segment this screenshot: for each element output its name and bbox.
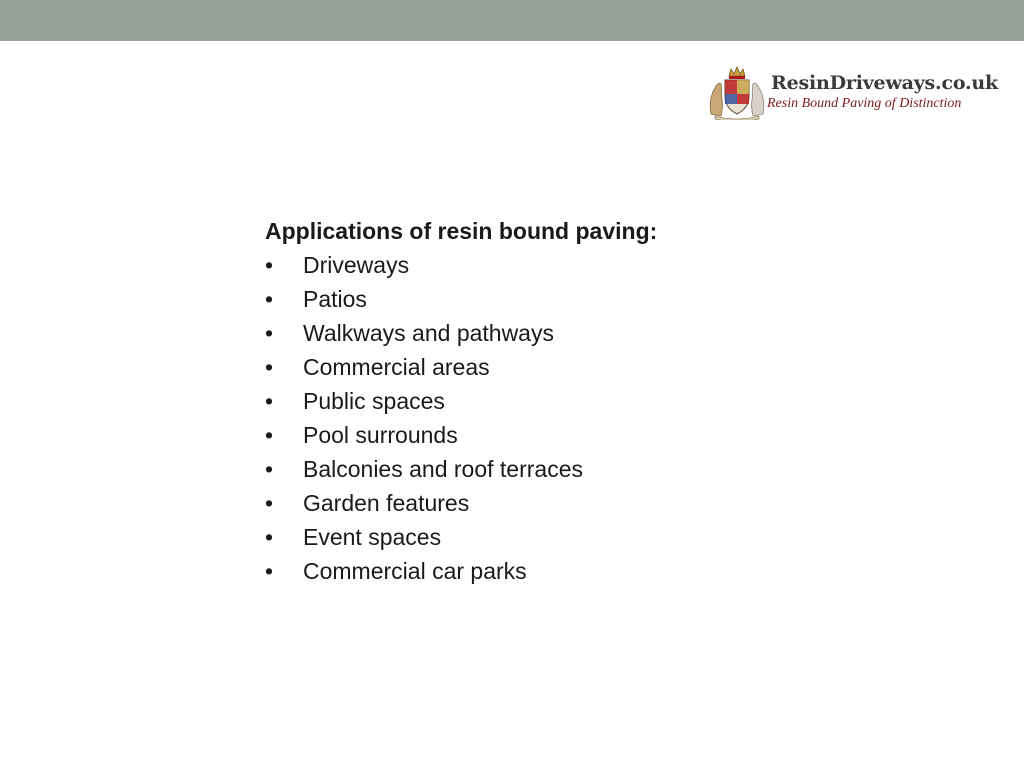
top-bar <box>0 0 1024 41</box>
list-item-label: Patios <box>303 286 367 312</box>
content-heading: Applications of resin bound paving: <box>265 218 658 244</box>
list-item <box>265 350 865 384</box>
list-item-label: Event spaces <box>303 524 442 550</box>
logo-tagline: Resin Bound Paving of Distinction <box>767 96 962 111</box>
list-item-label: Balconies and roof terraces <box>303 456 583 482</box>
list-item-label: Pool surrounds <box>303 422 458 448</box>
bullet-icon: • <box>265 558 274 584</box>
bullet-icon: • <box>265 354 274 380</box>
main-content <box>265 214 865 588</box>
bullet-icon: • <box>265 422 274 448</box>
bullet-icon: • <box>265 320 274 346</box>
list-item-label: Driveways <box>303 252 410 278</box>
list-item <box>265 520 865 554</box>
bullet-icon: • <box>265 286 274 312</box>
list-item-label: Walkways and pathways <box>303 320 554 346</box>
list-item-label: Public spaces <box>303 388 445 414</box>
list-item <box>265 452 865 486</box>
bullet-icon: • <box>265 252 274 278</box>
list-item <box>265 384 865 418</box>
logo-name: ResinDriveways.co.uk <box>771 72 998 94</box>
list-item <box>265 418 865 452</box>
bullet-icon: • <box>265 388 274 414</box>
bullet-icon: • <box>265 524 274 550</box>
list-item <box>265 282 865 316</box>
company-logo <box>707 64 998 120</box>
list-item-label: Commercial car parks <box>303 558 527 584</box>
bullet-icon: • <box>265 456 274 482</box>
bullet-icon: • <box>265 490 274 516</box>
list-item <box>265 554 865 588</box>
list-item-label: Garden features <box>303 490 470 516</box>
list-item <box>265 316 865 350</box>
list-item-label: Commercial areas <box>303 354 490 380</box>
list-item <box>265 248 865 282</box>
applications-list <box>265 248 865 588</box>
coat-of-arms-icon <box>707 64 767 120</box>
list-item <box>265 486 865 520</box>
